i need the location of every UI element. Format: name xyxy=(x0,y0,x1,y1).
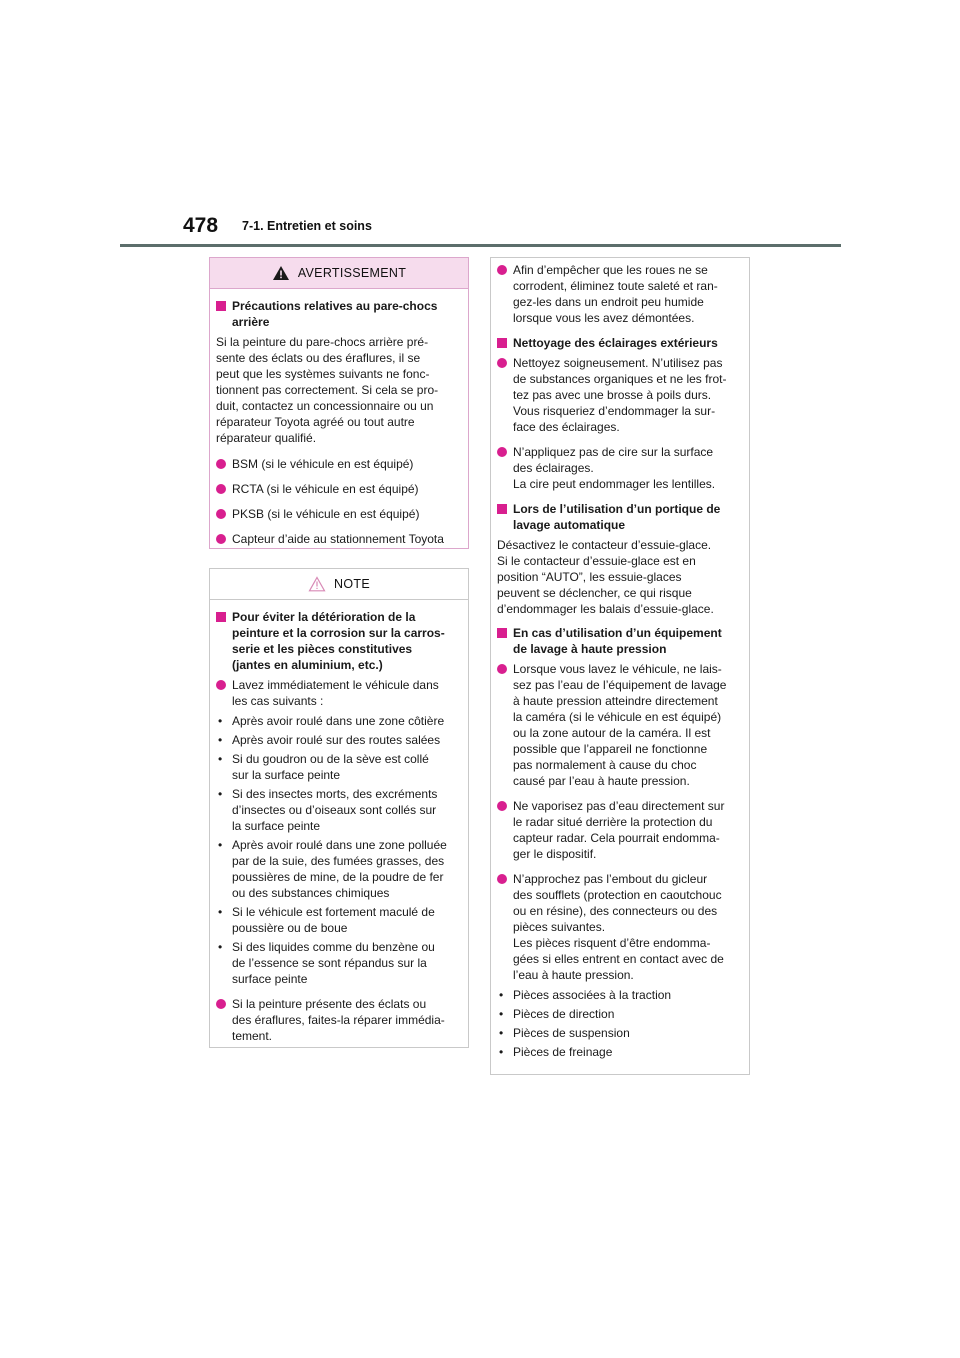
note-item-text: N’approchez pas l’embout du gicleur des soufflets (protection en caoutchouc ou en résine), des connecteurs ou des pièces suivantes. Les pièces risquent d’être endomma- gées si elles entrent en contact avec de l’eau à haute pression. xyxy=(513,872,724,982)
note-subitem xyxy=(218,751,460,783)
note-list-item xyxy=(497,444,741,492)
parts-subitem xyxy=(499,987,741,1003)
warning-list-item xyxy=(216,531,460,547)
note-subitem xyxy=(218,713,460,729)
continued-note-box xyxy=(490,257,750,1075)
warning-box xyxy=(209,257,469,549)
note-subitem-text: Après avoir roulé dans une zone côtière xyxy=(232,714,445,728)
circle-bullet-icon xyxy=(216,999,226,1009)
circle-bullet-icon xyxy=(497,265,507,275)
page-number: 478 xyxy=(183,214,219,237)
note-subitem xyxy=(218,904,460,936)
note-heading-text: Pour éviter la détérioration de la peinture et la corrosion sur la carros- serie et les pièces constitutives (jantes en aluminium, etc.) xyxy=(232,610,445,672)
square-bullet-icon xyxy=(216,612,226,622)
square-bullet-icon xyxy=(497,504,507,514)
note-subitem xyxy=(218,786,460,834)
note-item-text: Nettoyez soigneusement. N’utilisez pas de substances organiques et ne les frot- tez pas avec une brosse à poils durs. Vous risqueriez d’endommager la sur- face des éclairages. xyxy=(513,356,727,434)
note-box-header xyxy=(210,569,468,600)
lights-heading xyxy=(497,335,741,351)
circle-bullet-icon xyxy=(216,484,226,494)
warning-heading-text: Précautions relatives au pare-chocs arrière xyxy=(232,299,438,329)
bullet-marker: • xyxy=(218,838,223,852)
warning-list-item xyxy=(216,506,460,522)
parts-subitem-text: Pièces de suspension xyxy=(513,1026,630,1040)
circle-bullet-icon xyxy=(497,801,507,811)
parts-subitem-text: Pièces de freinage xyxy=(513,1045,613,1059)
warning-list-item xyxy=(216,456,460,472)
bullet-marker: • xyxy=(499,988,504,1002)
warning-item-text: PKSB (si le véhicule en est équipé) xyxy=(232,507,420,521)
circle-bullet-icon xyxy=(216,534,226,544)
note-item-text: Lavez immédiatement le véhicule dans les cas suivants : xyxy=(232,678,439,708)
note-subitem-text: Après avoir roulé dans une zone polluée par de la suie, des fumées grasses, des poussières de mine, de la poudre de fer ou des substances chimiques xyxy=(232,838,447,900)
high-pressure-heading-text: En cas d’utilisation d’un équipement de lavage à haute pression xyxy=(513,626,722,656)
carwash-heading xyxy=(497,501,741,533)
bullet-marker: • xyxy=(218,752,223,766)
bullet-marker: • xyxy=(499,1007,504,1021)
circle-bullet-icon xyxy=(497,664,507,674)
warning-box-title: AVERTISSEMENT xyxy=(297,266,407,280)
high-pressure-heading xyxy=(497,625,741,657)
warning-item-text: RCTA (si le véhicule en est équipé) xyxy=(232,482,419,496)
parts-subitem xyxy=(499,1025,741,1041)
carwash-paragraph: Désactivez le contacteur d’essuie-glace. Si le contacteur d’essuie-glace est en position “AUTO”, les essuie-glaces peuvent se déclencher, ce qui risque d’endommager les balais d’essuie-glace. xyxy=(497,538,714,616)
note-box xyxy=(209,568,469,1048)
circle-bullet-icon xyxy=(497,358,507,368)
note-subitem-text: Si du goudron ou de la sève est collé sur la surface peinte xyxy=(232,752,429,782)
parts-subitem-text: Pièces associées à la traction xyxy=(513,988,672,1002)
bullet-marker: • xyxy=(499,1045,504,1059)
note-list-item xyxy=(497,355,741,435)
warning-item-text: Capteur d’aide au stationnement Toyota xyxy=(232,532,444,546)
warning-list-item xyxy=(216,481,460,497)
lights-heading-text: Nettoyage des éclairages extérieurs xyxy=(513,336,718,350)
warning-heading xyxy=(216,298,460,330)
square-bullet-icon xyxy=(216,301,226,311)
note-item-text: N’appliquez pas de cire sur la surface des éclairages. La cire peut endommager les lentilles. xyxy=(513,445,716,491)
circle-bullet-icon xyxy=(216,680,226,690)
parts-subitem xyxy=(499,1044,741,1060)
note-subitem-text: Après avoir roulé sur des routes salées xyxy=(232,733,441,747)
bullet-marker: • xyxy=(218,905,223,919)
note-list-item xyxy=(497,661,741,789)
note-subitem-text: Si des insectes morts, des excréments d’insectes ou d’oiseaux sont collés sur la surface peinte xyxy=(232,787,438,833)
warning-box-header xyxy=(210,258,468,289)
note-list-item xyxy=(216,677,460,709)
circle-bullet-icon xyxy=(497,874,507,884)
parts-subitem-text: Pièces de direction xyxy=(513,1007,615,1021)
note-subitem-text: Si le véhicule est fortement maculé de poussière ou de boue xyxy=(232,905,435,935)
note-item-text: Lorsque vous lavez le véhicule, ne lais- sez pas l’eau de l’équipement de lavage à haute pression atteindre directement la caméra (si le véhicule en est équipé) ou la zone autour de la caméra. Il est possible que l’appareil ne fonctionne pas normalement à cause du choc causé par l’eau à haute pression. xyxy=(513,662,727,788)
circle-bullet-icon xyxy=(216,509,226,519)
note-subitem-text: Si des liquides comme du benzène ou de l’essence se sont répandus sur la surface peinte xyxy=(232,940,435,986)
note-heading xyxy=(216,609,460,673)
note-list-item xyxy=(216,996,460,1044)
note-subitem xyxy=(218,939,460,987)
section-title: 7-1. Entretien et soins xyxy=(242,219,372,233)
circle-bullet-icon xyxy=(497,447,507,457)
note-list-item xyxy=(497,798,741,862)
bullet-marker: • xyxy=(499,1026,504,1040)
circle-bullet-icon xyxy=(216,459,226,469)
caution-triangle-icon xyxy=(308,576,326,592)
bullet-marker: • xyxy=(218,940,223,954)
carwash-heading-text: Lors de l’utilisation d’un portique de lavage automatique xyxy=(513,502,721,532)
bullet-marker: • xyxy=(218,714,223,728)
note-subitem xyxy=(218,837,460,901)
warning-paragraph: Si la peinture du pare-chocs arrière pré- sente des éclats ou des éraflures, il se peut que les systèmes suivants ne fonc- tionnent pas correctement. Si cela se pro- duit, contactez un concessionnaire ou un réparateur Toyota agréé ou tout autre réparateur qualifié. xyxy=(216,335,439,445)
header-divider xyxy=(120,244,841,247)
note-item-text: Afin d’empêcher que les roues ne se corrodent, éliminez toute saleté et ran- gez-les dans un endroit peu humide lorsque vous les avez démontées. xyxy=(513,263,718,325)
note-box-title: NOTE xyxy=(334,577,370,591)
bullet-marker: • xyxy=(218,787,223,801)
note-list-item xyxy=(497,871,741,983)
bullet-marker: • xyxy=(218,733,223,747)
parts-subitem xyxy=(499,1006,741,1022)
note-subitem xyxy=(218,732,460,748)
warning-item-text: BSM (si le véhicule en est équipé) xyxy=(232,457,414,471)
square-bullet-icon xyxy=(497,338,507,348)
note-item-text: Ne vaporisez pas d’eau directement sur le radar situé derrière la protection du capteur radar. Cela pourrait endomma- ger le dispositif. xyxy=(513,799,725,861)
note-list-item xyxy=(497,262,741,326)
warning-triangle-icon xyxy=(272,265,290,281)
note-item-text: Si la peinture présente des éclats ou des éraflures, faites-la réparer immédia- tement. xyxy=(232,997,445,1043)
square-bullet-icon xyxy=(497,628,507,638)
